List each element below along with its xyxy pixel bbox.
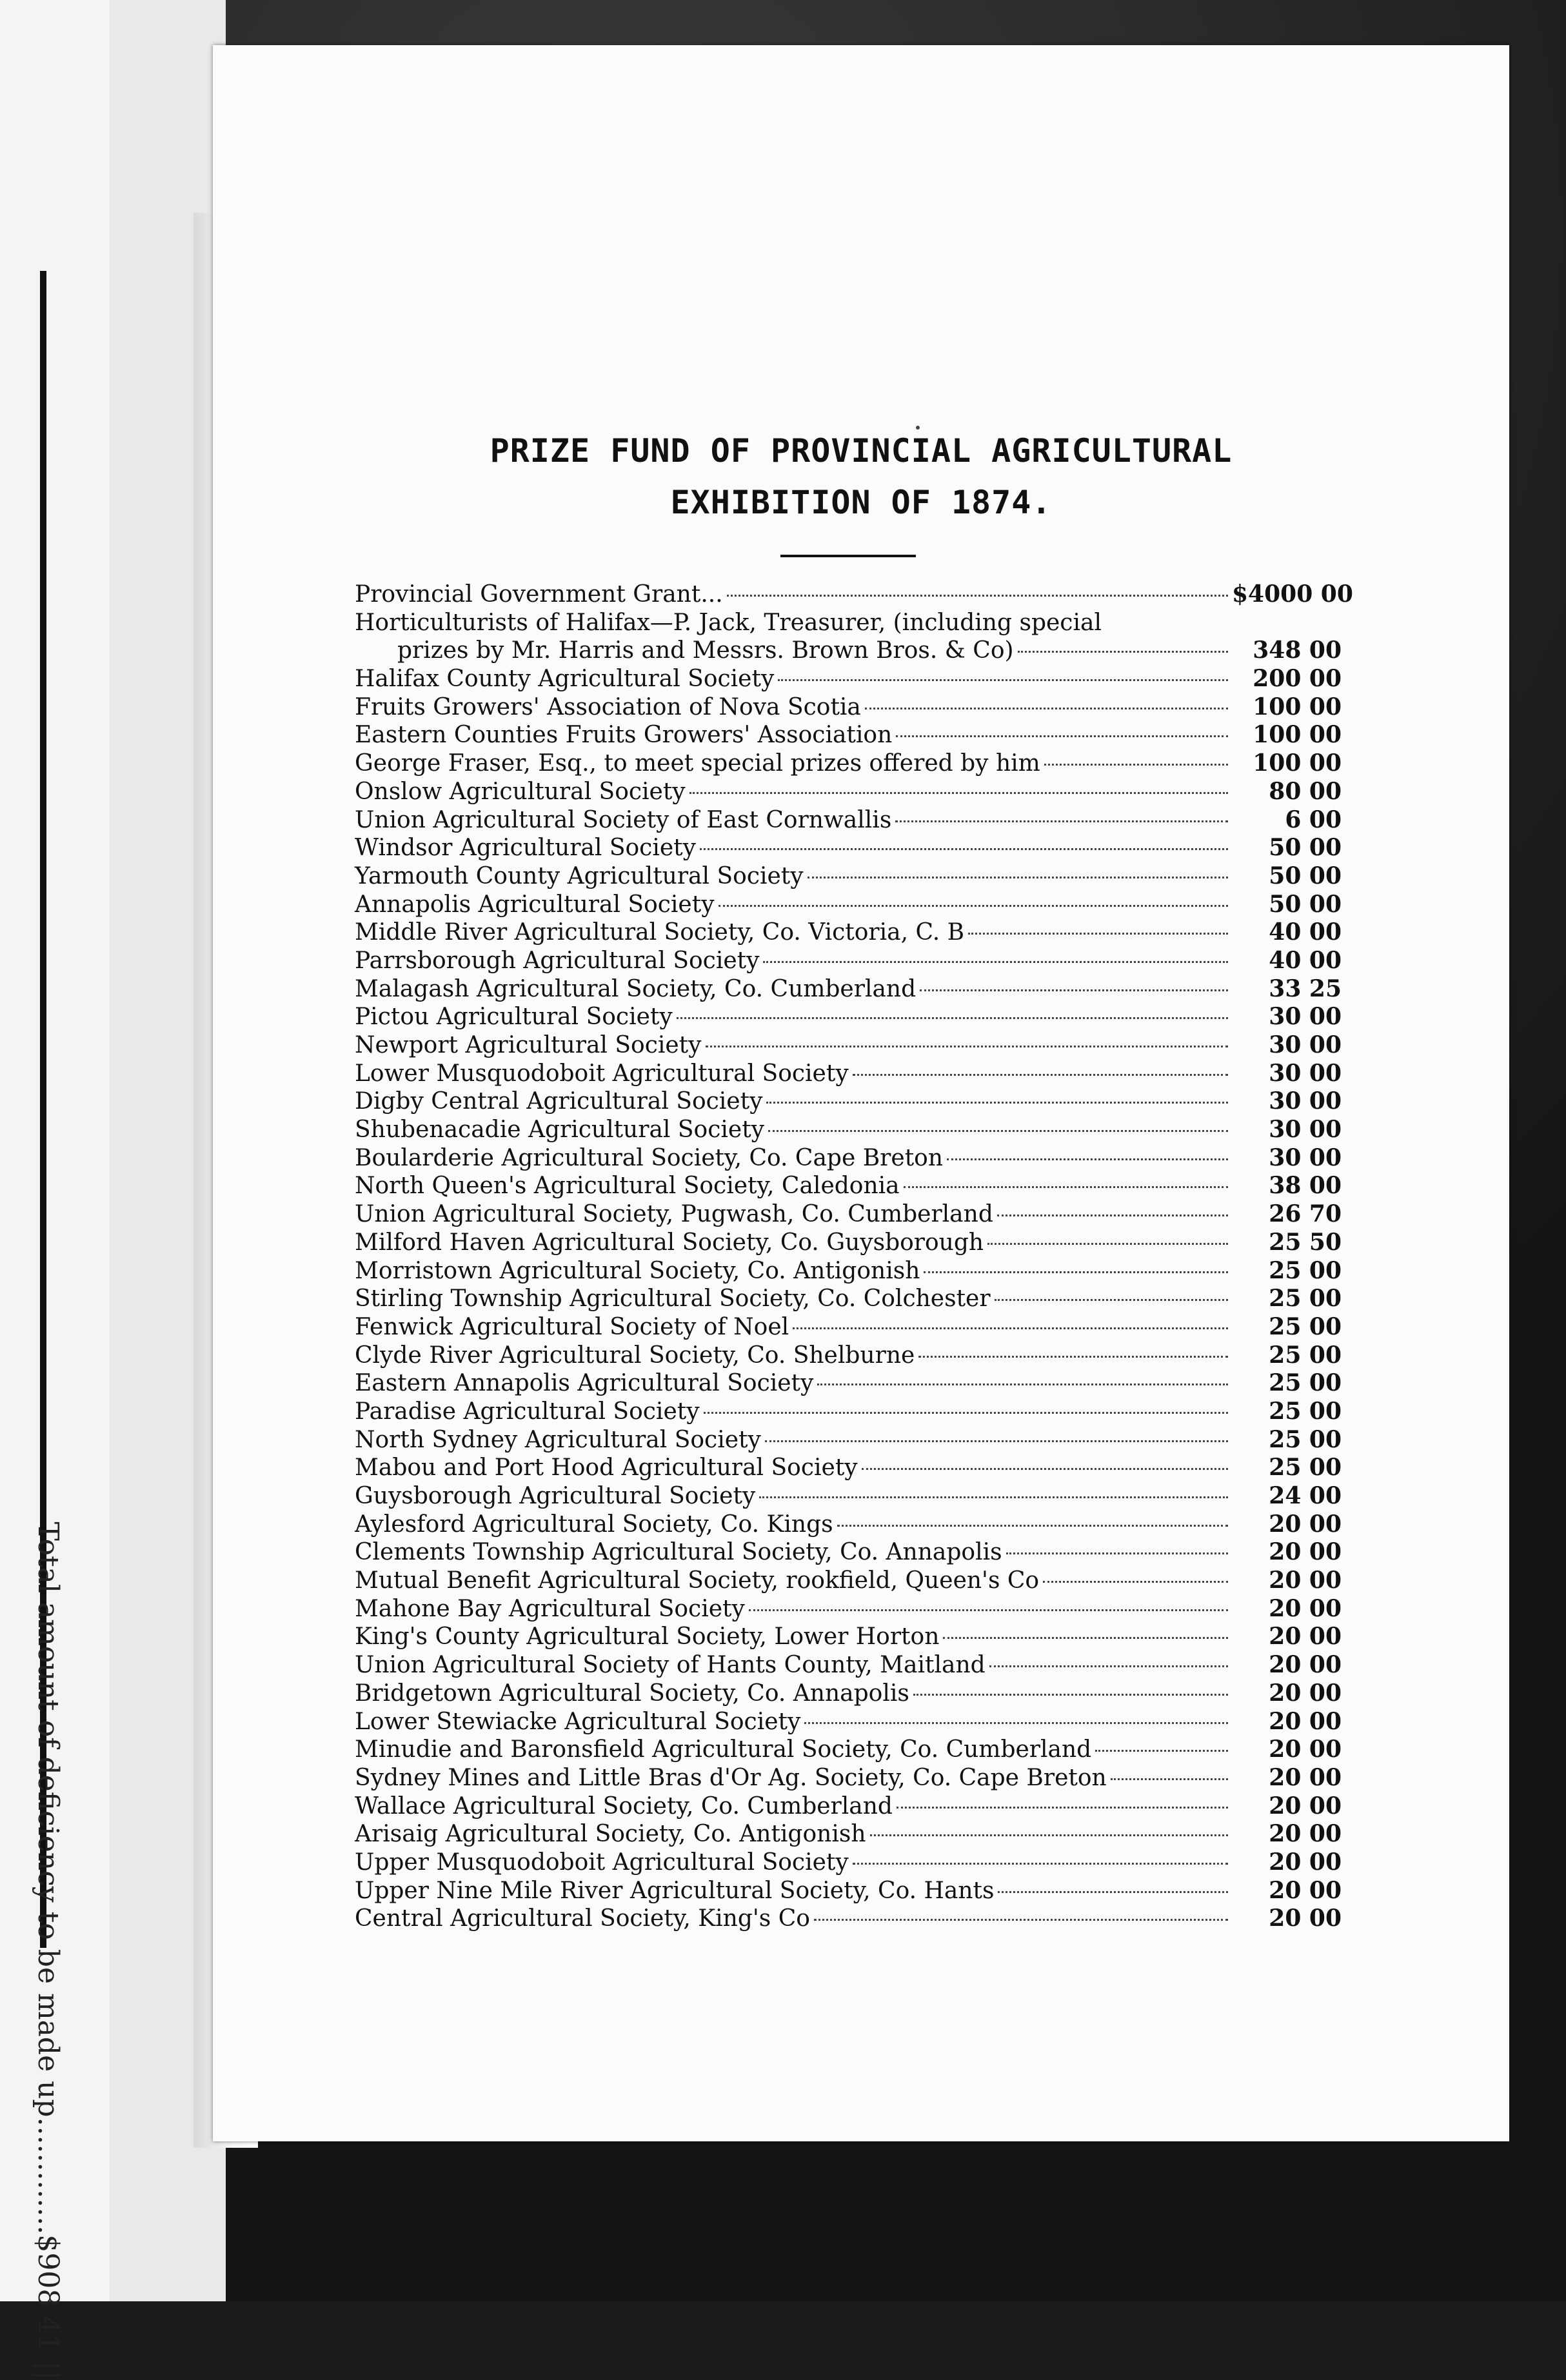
list-item [355,1482,1342,1511]
entry-name: George Fraser, Esq., to meet special prizes offered by him [355,750,1040,777]
entry-amount: 25 00 [1269,1369,1342,1397]
entry-name: Milford Haven Agricultural Society, Co. Guysborough [355,1229,984,1256]
entry-amount: 26 70 [1269,1200,1342,1228]
entry-amount: 20 00 [1269,1538,1342,1566]
dot-leader [808,877,1228,878]
dot-leader [1095,1750,1228,1752]
list-item [355,1003,1342,1031]
document-page [213,45,1509,2141]
entry-amount: 30 00 [1269,1087,1342,1115]
list-item [355,1820,1342,1849]
entry-name: Sydney Mines and Little Bras d'Or Ag. Society, Co. Cape Breton [355,1764,1107,1791]
entry-name: Mutual Benefit Agricultural Society, rookfield, Queen's Co [355,1567,1040,1594]
entry-name: Stirling Township Agricultural Society, Co. Colchester [355,1285,991,1313]
entry-amount: 40 00 [1269,946,1342,974]
entry-name: Bridgetown Agricultural Society, Co. Annapolis [355,1680,909,1707]
dot-leader [1043,1581,1228,1583]
list-item [355,1764,1342,1792]
dot-leader [995,1299,1228,1301]
list-item [355,891,1342,919]
dot-leader [749,1609,1228,1611]
entry-name: Eastern Annapolis Agricultural Society [355,1370,814,1397]
entry-amount: 30 00 [1269,1116,1342,1144]
entry-amount: 20 00 [1269,1594,1342,1622]
list-item [355,580,1353,609]
entry-name: Wallace Agricultural Society, Co. Cumberland [355,1792,893,1820]
dot-leader [763,961,1228,963]
entry-name: Yarmouth County Agricultural Society [355,862,804,889]
dot-leader [766,1102,1228,1104]
list-item [355,1736,1342,1764]
entry-amount: 25 00 [1269,1256,1342,1284]
list-item [355,806,1342,835]
list-item [355,1454,1342,1482]
dot-leader [895,820,1228,822]
dot-leader [1111,1778,1228,1780]
entry-amount: 6 00 [1285,806,1342,833]
entry-amount: 50 00 [1269,890,1342,918]
entry-name: Eastern Counties Fruits Growers' Association [355,722,893,749]
page-subtitle: EXHIBITION OF 1874. [670,484,1052,521]
entry-name: Lower Musquodoboit Agricultural Society [355,1060,849,1087]
list-item [355,1398,1342,1426]
dot-leader [987,1243,1228,1245]
entry-amount: 100 00 [1253,749,1342,777]
list-item [355,1651,1342,1680]
entry-name: Morristown Agricultural Society, Co. Antigonish [355,1257,920,1284]
entry-name: Mahone Bay Agricultural Society [355,1595,745,1622]
entry-name: Pictou Agricultural Society [355,1004,673,1031]
dot-leader [768,1130,1228,1132]
list-item [355,1342,1342,1370]
dot-leader [727,595,1228,597]
entry-amount: 30 00 [1269,1144,1342,1171]
title-divider [780,555,916,557]
entry-name: Halifax County Agricultural Society [355,666,775,693]
list-item [355,665,1342,693]
list-item [355,1567,1342,1595]
dot-leader [853,1074,1228,1076]
list-item [355,778,1342,806]
dot-leader [765,1440,1228,1442]
list-item [355,1905,1342,1933]
dot-leader [853,1863,1228,1865]
entry-amount: 20 00 [1269,1623,1342,1651]
entry-name: Shubenacadie Agricultural Society [355,1116,764,1144]
entry-amount: 20 00 [1269,1707,1342,1735]
list-item [355,1680,1342,1708]
dot-leader [904,1186,1228,1188]
dot-leader [1044,764,1228,766]
paper-speck [916,426,920,430]
entry-amount: 20 00 [1269,1567,1342,1594]
entry-name: Upper Nine Mile River Agricultural Society, Co. Hants [355,1877,995,1904]
list-item [355,918,1342,947]
list-item [355,975,1342,1004]
entry-name: Onslow Agricultural Society [355,778,686,805]
dot-leader [1018,651,1228,653]
list-item [355,1116,1342,1144]
list-item [355,1426,1342,1454]
entry-name: Mabou and Port Hood Agricultural Society [355,1454,858,1482]
entry-name: Union Agricultural Society of Hants County, Maitland [355,1652,986,1679]
entry-amount: 40 00 [1269,918,1342,946]
dot-leader [947,1158,1228,1160]
dot-leader [689,792,1228,794]
list-item [355,1595,1342,1623]
entry-amount: 30 00 [1269,1059,1342,1087]
facing-page-margin-text: Total amount of deficiency to be made up.............$908 41 || [32,1522,64,2380]
dot-leader [968,933,1228,935]
entry-amount: 80 00 [1269,777,1342,805]
list-item [355,1172,1342,1200]
entry-amount: 30 00 [1269,1031,1342,1058]
entry-name: Central Agricultural Society, King's Co [355,1905,810,1932]
dot-leader [677,1017,1228,1019]
list-item [355,1200,1342,1229]
entry-amount: 20 00 [1269,1848,1342,1876]
dot-leader [719,905,1228,907]
list-item [355,1285,1342,1313]
entry-name: Paradise Agricultural Society [355,1398,700,1425]
entry-name: Guysborough Agricultural Society [355,1483,756,1509]
entry-amount: 20 00 [1269,1820,1342,1848]
entry-amount: 100 00 [1253,693,1342,720]
dot-leader [759,1496,1228,1498]
dot-leader [998,1891,1228,1893]
entry-amount: 20 00 [1269,1792,1342,1820]
entry-name: Newport Agricultural Society [355,1032,702,1058]
dot-leader [897,1807,1228,1809]
list-item [355,1623,1342,1651]
list-item [355,1313,1342,1342]
entry-name: Digby Central Agricultural Society [355,1088,763,1115]
dot-leader [943,1637,1228,1639]
entry-name: Aylesford Agricultural Society, Co. Kings [355,1511,833,1538]
entry-name: Upper Musquodoboit Agricultural Society [355,1849,849,1876]
entry-amount: 38 00 [1269,1172,1342,1200]
list-item [355,693,1342,722]
entry-amount: 200 00 [1253,665,1342,693]
entry-name: King's County Agricultural Society, Lower Horton [355,1623,940,1651]
dot-leader [989,1665,1228,1667]
dot-leader [862,1468,1228,1470]
dot-leader [865,708,1228,709]
prize-fund-list [355,580,1353,1933]
entry-amount: 20 00 [1269,1876,1342,1904]
entry-amount: 20 00 [1269,1679,1342,1707]
entry-name: Boularderie Agricultural Society, Co. Cape Breton [355,1144,944,1171]
list-item [355,1708,1342,1736]
entry-name: Malagash Agricultural Society, Co. Cumberland [355,975,917,1002]
list-item [355,1538,1342,1567]
dot-leader [920,989,1228,991]
entry-amount: 50 00 [1269,834,1342,862]
dot-leader [704,1412,1228,1414]
entry-name: Windsor Agricultural Society [355,835,696,862]
list-item [355,947,1342,975]
list-item [355,1849,1342,1877]
list-item [355,1369,1342,1398]
entry-amount: 348 00 [1253,637,1342,664]
entry-amount: 20 00 [1269,1905,1342,1932]
dot-leader [1006,1552,1228,1554]
entry-name: Union Agricultural Society, Pugwash, Co. Cumberland [355,1201,993,1228]
entry-name: Arisaig Agricultural Society, Co. Antigonish [355,1821,866,1848]
entry-name: Horticulturists of Halifax—P. Jack, Treasurer, (including special [355,609,1102,636]
list-item [355,1031,1342,1060]
list-item [355,1877,1342,1905]
list-item [355,1511,1342,1539]
page-title: PRIZE FUND OF PROVINCIAL AGRICULTURAL [490,432,1233,470]
dot-leader [817,1383,1228,1385]
entry-name: Clements Township Agricultural Society, Co. Annapolis [355,1539,1002,1566]
list-item [355,1792,1342,1821]
entry-amount: 50 00 [1269,862,1342,889]
dot-leader [778,679,1228,681]
dot-leader [870,1834,1228,1836]
entry-amount: $4000 00 [1232,580,1353,608]
entry-amount: 24 00 [1269,1482,1342,1509]
entry-amount: 33 25 [1269,975,1342,1002]
list-item [355,862,1342,891]
entry-name: Middle River Agricultural Society, Co. Victoria, C. B [355,919,965,946]
list-item [355,1144,1342,1173]
dot-leader [924,1271,1228,1273]
entry-amount: 20 00 [1269,1736,1342,1763]
list-item [355,749,1342,778]
dot-leader [804,1722,1228,1724]
entry-amount: 25 50 [1269,1228,1342,1256]
entry-amount: 20 00 [1269,1510,1342,1538]
entry-amount: 25 00 [1269,1341,1342,1369]
entry-amount: 25 00 [1269,1454,1342,1482]
entry-name: Fruits Growers' Association of Nova Scotia [355,693,861,720]
dot-leader [913,1694,1228,1696]
dot-leader [896,735,1228,737]
entry-name: Parrsborough Agricultural Society [355,947,760,974]
list-item [355,834,1342,862]
entry-amount: 25 00 [1269,1397,1342,1425]
entry-amount: 20 00 [1269,1763,1342,1791]
dot-leader [706,1046,1229,1047]
entry-amount: 25 00 [1269,1313,1342,1340]
facing-page [0,0,226,2380]
dot-leader [793,1327,1228,1329]
list-item [355,1087,1342,1116]
entry-amount: 25 00 [1269,1425,1342,1453]
dot-leader [700,848,1228,850]
entry-amount: 25 00 [1269,1285,1342,1313]
dot-leader [814,1919,1228,1921]
entry-name: Provincial Government Grant... [355,581,723,608]
entry-name: Fenwick Agricultural Society of Noel [355,1313,789,1340]
entry-name: Lower Stewiacke Agricultural Society [355,1708,801,1735]
entry-name: Minudie and Baronsfield Agricultural Society, Co. Cumberland [355,1736,1092,1763]
entry-amount: 20 00 [1269,1651,1342,1679]
dot-leader [997,1215,1228,1216]
list-item [355,721,1342,749]
list-item [355,1257,1342,1285]
entry-name: North Sydney Agricultural Society [355,1426,761,1453]
dot-leader [918,1356,1228,1358]
entry-name: Annapolis Agricultural Society [355,891,715,918]
entry-amount: 100 00 [1253,721,1342,749]
list-item [355,1060,1342,1088]
list-item [355,637,1342,665]
dot-leader [837,1525,1228,1527]
list-item [355,609,1342,637]
entry-name: prizes by Mr. Harris and Messrs. Brown Bros. & Co) [397,637,1014,664]
entry-name: Clyde River Agricultural Society, Co. Shelburne [355,1342,915,1369]
list-item [355,1229,1342,1257]
entry-name: North Queen's Agricultural Society, Caledonia [355,1173,900,1200]
entry-amount: 30 00 [1269,1003,1342,1031]
entry-name: Union Agricultural Society of East Cornwallis [355,806,892,833]
